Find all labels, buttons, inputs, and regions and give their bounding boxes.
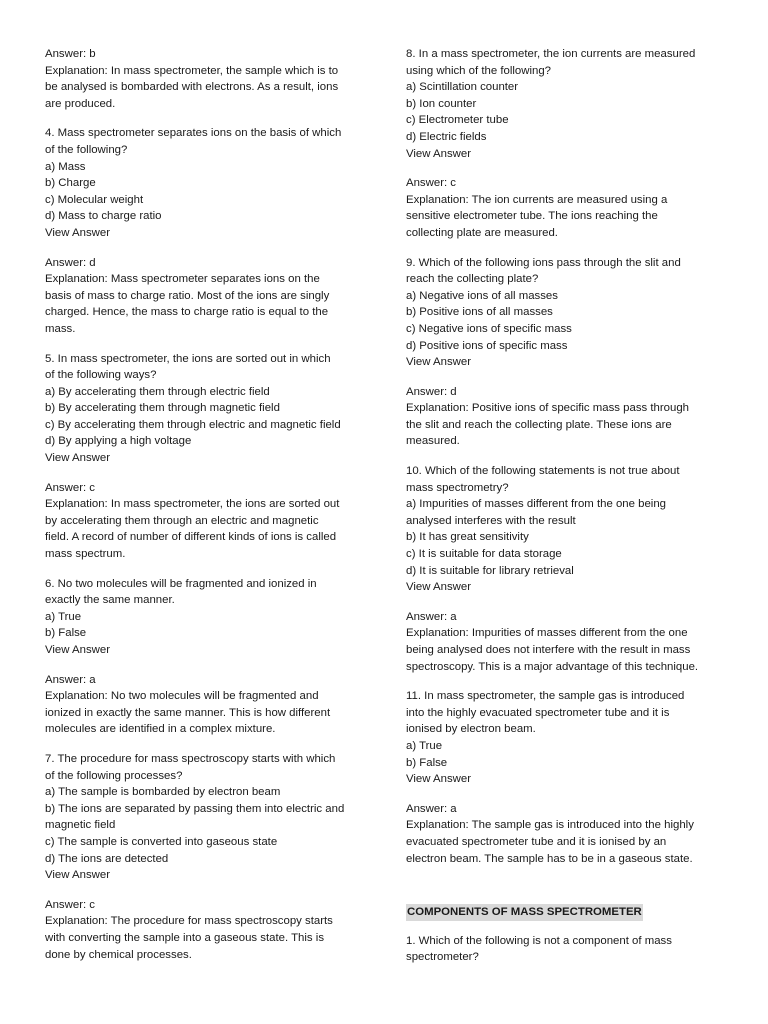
explanation-text: Explanation: Mass spectrometer separates ions on the <box>45 273 320 286</box>
answer-block <box>406 609 728 675</box>
answer-option: c) Molecular weight <box>45 193 144 206</box>
answer-option: a) By accelerating them through electric field <box>45 385 270 398</box>
explanation-text: Explanation: In mass spectrometer, the ions are sorted out <box>45 498 340 511</box>
section-heading: COMPONENTS OF MASS SPECTROMETER <box>406 904 643 921</box>
answer-option: a) Scintillation counter <box>406 81 519 94</box>
answer-option: a) True <box>406 739 443 752</box>
answer-option: a) Negative ions of all masses <box>406 289 558 302</box>
explanation-text: Explanation: No two molecules will be fragmented and <box>45 690 319 703</box>
question-text: using which of the following? <box>406 64 552 77</box>
question-block <box>406 46 728 162</box>
question-block <box>406 933 728 966</box>
left-column <box>45 46 367 976</box>
answer-block <box>406 384 728 450</box>
answer-label: Answer: b <box>45 48 96 60</box>
question-block <box>406 255 728 371</box>
view-answer-link[interactable]: View Answer <box>45 452 111 465</box>
explanation-text: electron beam. The sample has to be in a gaseous state. <box>406 852 693 865</box>
explanation-text: sensitive electrometer tube. The ions reaching the <box>406 210 658 223</box>
view-answer-link[interactable]: View Answer <box>45 226 111 239</box>
question-text: 5. In mass spectrometer, the ions are sorted out in which <box>45 352 331 365</box>
answer-label: Answer: a <box>45 673 96 686</box>
view-answer-link[interactable]: View Answer <box>406 773 472 786</box>
view-answer-link[interactable]: View Answer <box>406 356 472 369</box>
answer-label: Answer: c <box>45 481 96 494</box>
explanation-text: with converting the sample into a gaseous state. This is <box>45 931 325 944</box>
question-block <box>45 751 367 884</box>
answer-option: b) The ions are separated by passing them into electric and <box>45 802 345 815</box>
answer-option: d) Electric fields <box>406 130 487 143</box>
question-text: 4. Mass spectrometer separates ions on the basis of which <box>45 127 342 140</box>
explanation-text: charged. Hence, the mass to charge ratio is equal to the <box>45 306 329 319</box>
answer-label: Answer: c <box>406 177 457 190</box>
explanation-text: the slit and reach the collecting plate. These ions are <box>406 418 672 431</box>
question-text: 6. No two molecules will be fragmented and ionized in <box>45 577 317 590</box>
view-answer-link[interactable]: View Answer <box>406 581 472 594</box>
explanation-text: Explanation: The sample gas is introduced into the highly <box>406 819 694 832</box>
explanation-text: evacuated spectrometer tube and it is ionised by an <box>406 835 667 848</box>
question-text: 10. Which of the following statements is not true about <box>406 465 680 478</box>
question-block <box>406 688 728 788</box>
answer-option: c) The sample is converted into gaseous state <box>45 835 278 848</box>
explanation-text: Explanation: The ion currents are measured using a <box>406 193 668 206</box>
answer-label: Answer: c <box>45 898 96 911</box>
answer-option: c) By accelerating them through electric and magnetic field <box>45 418 341 431</box>
answer-option: d) The ions are detected <box>45 852 169 865</box>
explanation-text: mass. <box>45 322 76 335</box>
explanation-text: collecting plate are measured. <box>406 226 558 239</box>
answer-block <box>45 46 367 112</box>
answer-option: a) Mass <box>45 160 86 173</box>
answer-option: d) Positive ions of specific mass <box>406 339 568 352</box>
answer-label: Answer: d <box>45 256 96 269</box>
explanation-text: Explanation: Impurities of masses different from the one <box>406 627 688 640</box>
answer-label: Answer: a <box>406 610 457 623</box>
explanation-text: measured. <box>406 435 460 448</box>
question-block <box>45 125 367 241</box>
answer-option: d) By applying a high voltage <box>45 435 192 448</box>
answer-option: a) True <box>45 610 82 623</box>
question-text: 7. The procedure for mass spectroscopy starts with which <box>45 752 336 765</box>
view-answer-link[interactable]: View Answer <box>406 147 472 160</box>
explanation-text: be analysed is bombarded with electrons. As a result, ions <box>45 81 339 94</box>
view-answer-link[interactable]: View Answer <box>45 644 111 656</box>
answer-block <box>45 672 367 738</box>
question-text: mass spectrometry? <box>406 481 509 494</box>
explanation-text: spectroscopy. This is a major advantage of this technique. <box>406 660 699 673</box>
explanation-text: basis of mass to charge ratio. Most of the ions are singly <box>45 289 330 302</box>
question-text: 8. In a mass spectrometer, the ion currents are measured <box>406 48 696 60</box>
explanation-text: Explanation: Positive ions of specific mass pass through <box>406 402 690 415</box>
question-block <box>45 351 367 467</box>
answer-option: magnetic field <box>45 819 116 832</box>
explanation-text: Explanation: The procedure for mass spectroscopy starts <box>45 915 333 928</box>
question-text: of the following? <box>45 143 128 156</box>
question-block <box>45 576 367 659</box>
question-text: ionised by electron beam. <box>406 723 536 736</box>
explanation-text: by accelerating them through an electric and magnetic <box>45 514 319 527</box>
question-text: 11. In mass spectrometer, the sample gas is introduced <box>406 690 685 703</box>
answer-option: b) Ion counter <box>406 97 477 110</box>
answer-option: c) Electrometer tube <box>406 114 509 127</box>
question-text: spectrometer? <box>406 951 479 964</box>
answer-option: b) False <box>45 627 87 640</box>
explanation-text: done by chemical processes. <box>45 948 192 961</box>
answer-option: a) The sample is bombarded by electron beam <box>45 786 281 799</box>
answer-block <box>45 897 367 963</box>
explanation-text: field. A record of number of different kinds of ions is called <box>45 531 337 544</box>
answer-option: c) It is suitable for data storage <box>406 548 562 561</box>
answer-label: Answer: d <box>406 385 457 398</box>
answer-block <box>406 175 728 241</box>
question-text: into the highly evacuated spectrometer tube and it is <box>406 706 670 719</box>
explanation-text: ionized in exactly the same manner. This is how different <box>45 706 331 719</box>
explanation-text: being analysed does not interfere with the result in mass <box>406 644 691 656</box>
answer-option: analysed interferes with the result <box>406 514 576 527</box>
answer-block <box>45 480 367 563</box>
answer-option: d) It is suitable for library retrieval <box>406 564 574 577</box>
answer-block <box>45 255 367 338</box>
answer-block <box>406 801 728 867</box>
answer-option: b) It has great sensitivity <box>406 531 529 544</box>
right-column <box>406 46 728 979</box>
explanation-text: are produced. <box>45 97 116 110</box>
question-text: reach the collecting plate? <box>406 273 539 286</box>
answer-option: c) Negative ions of specific mass <box>406 322 572 335</box>
explanation-text: mass spectrum. <box>45 548 126 561</box>
answer-option: b) By accelerating them through magnetic field <box>45 402 280 415</box>
question-text: 1. Which of the following is not a component of mass <box>406 934 672 947</box>
question-text: exactly the same manner. <box>45 594 175 607</box>
explanation-text: molecules are identified in a complex mixture. <box>45 723 276 736</box>
explanation-text: Explanation: In mass spectrometer, the sample which is to <box>45 64 339 77</box>
answer-option: d) Mass to charge ratio <box>45 210 162 223</box>
answer-option: b) False <box>406 756 448 769</box>
answer-label: Answer: a <box>406 802 457 815</box>
answer-option: b) Positive ions of all masses <box>406 306 553 319</box>
question-text: 9. Which of the following ions pass through the slit and <box>406 256 681 269</box>
view-answer-link[interactable]: View Answer <box>45 869 111 882</box>
answer-option: a) Impurities of masses different from the one being <box>406 498 667 511</box>
answer-option: b) Charge <box>45 177 96 190</box>
question-text: of the following processes? <box>45 769 183 782</box>
question-text: of the following ways? <box>45 369 157 382</box>
question-block <box>406 463 728 596</box>
